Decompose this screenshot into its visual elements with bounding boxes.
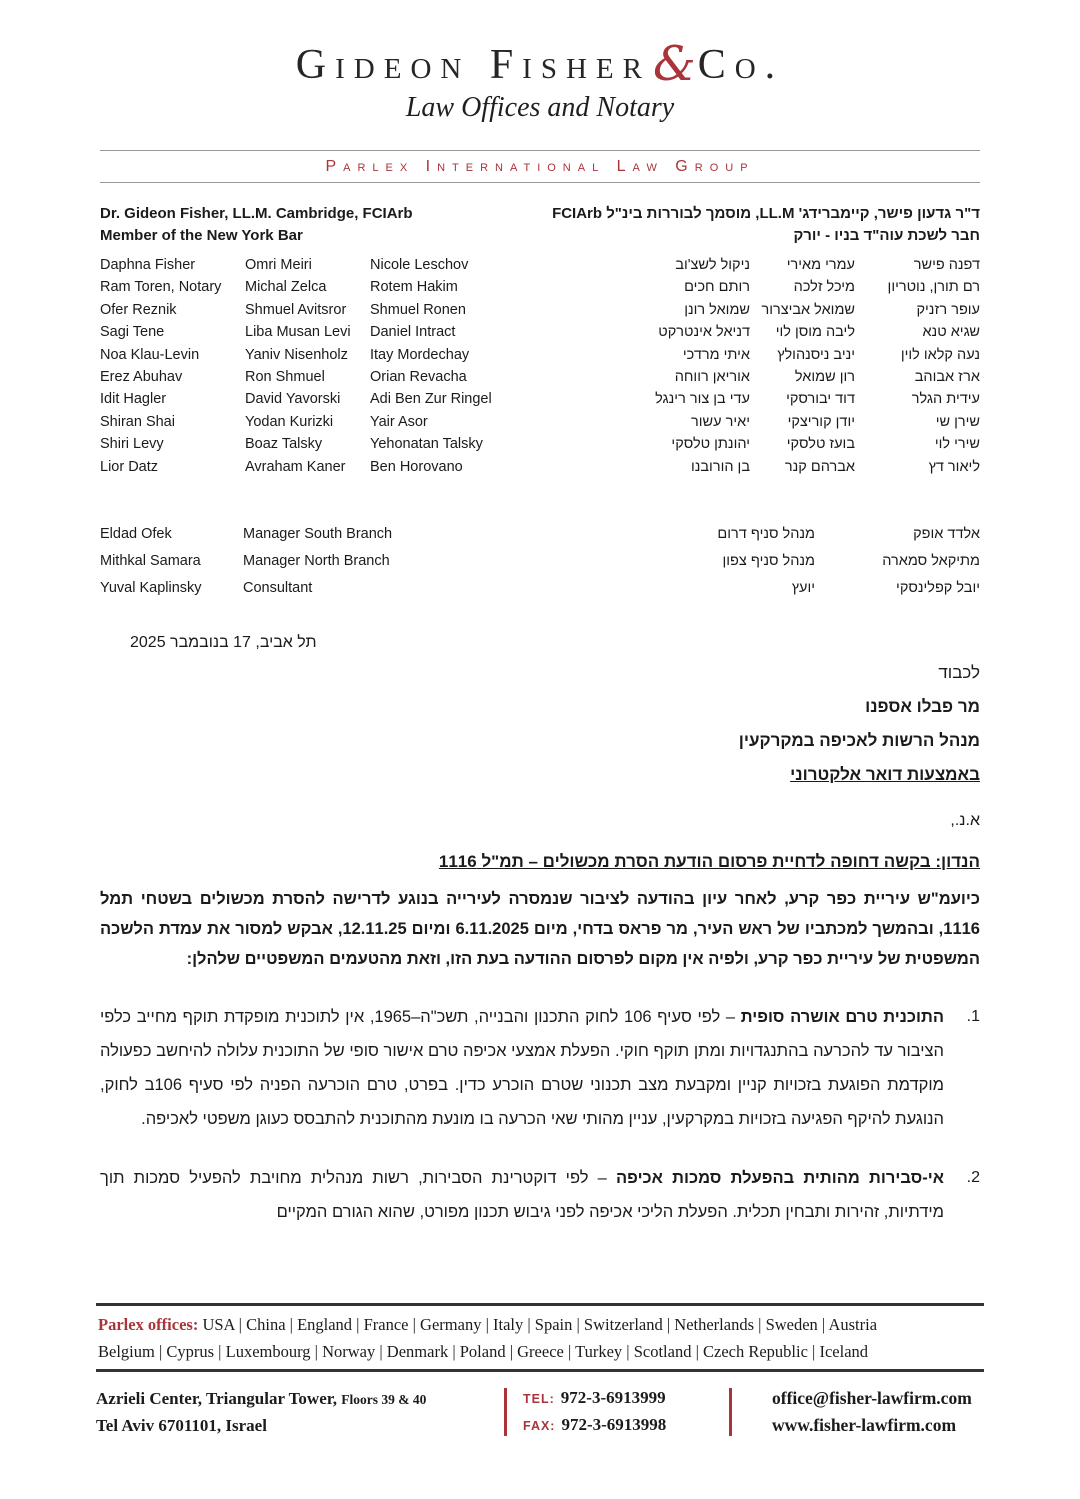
attorney-name-en: Idit Hagler: [100, 391, 167, 408]
attorney-row: [100, 254, 980, 276]
attorney-name-he: יאיר עשור: [691, 413, 750, 430]
attorney-name-he: אוריאן רווחה: [674, 369, 750, 386]
firm-name-right: Co.: [697, 42, 785, 88]
attorney-row: [100, 321, 980, 343]
parlex-offices-label: Parlex offices:: [98, 1315, 199, 1334]
item-lead: התוכנית טרם אושרה סופית: [740, 1008, 944, 1027]
staff-name-he: מתיקאל סמארה: [882, 553, 980, 570]
staff-row: [100, 521, 980, 548]
intro-paragraph: כיועמ"ש עיריית כפר קרע, לאחר עיון בהודעה לציבור שנמסרה לעירייה בנוגע לדרישה להסרת מכשולים בשטחי תמל 1116, ובהמשך למכתביו של ראש העיר, מר פראס בדחי, מיום 6.11.2025 ומיום 12.11.25, אבקש למסור את עמדת הלשכה המשפטית של עיריית כפר קרע, ולפיה אין מקום לפרסום ההודעה בעת הזו, וזאת מהטעמים המשפטיים שלהלן:: [100, 890, 980, 969]
attorney-name-en: David Yavorski: [245, 391, 341, 408]
staff-role-en: Manager South Branch: [243, 526, 393, 543]
attorney-name-en: Ron Shmuel: [245, 369, 325, 386]
attorney-name-he: מיכל זלכה: [793, 279, 855, 296]
attorney-name-en: Liba Musan Levi: [245, 324, 351, 341]
attorney-name-he: שמואל אביצרור: [761, 301, 855, 318]
tel-label: TEL:: [523, 1392, 555, 1406]
attorney-name-he: נעה קלאו לוין: [900, 346, 980, 363]
attorney-row: [100, 433, 980, 455]
addressee-intro: לכבוד: [938, 663, 980, 683]
attorney-name-he: דניאל אינטרקט: [658, 324, 750, 341]
offices-countries-line1: USA | China | England | France | Germany | Italy | Spain | Switzerland | Netherlands | Sweden | Austria: [202, 1315, 878, 1334]
date-line: תל אביב, 17 בנובמבר 2025: [130, 634, 317, 652]
attorney-name-he: יהונתן טלסקי: [671, 436, 750, 453]
item-number: 2.: [966, 1169, 980, 1187]
office-address: [96, 1386, 488, 1439]
item-text: [100, 1000, 944, 1136]
fax-row: [523, 1412, 713, 1439]
item-lead: אי-סבירות מהותית בהפעלת סמכות אכיפה: [616, 1169, 944, 1188]
letterhead-footer: [96, 1303, 984, 1439]
attorney-name-en: Michal Zelca: [245, 279, 327, 296]
offices-countries-line2: Belgium | Cyprus | Luxembourg | Norway | Denmark | Poland | Greece | Turkey | Scotland | Czech Republic | Iceland: [98, 1342, 869, 1361]
letter-body: [100, 634, 980, 1229]
staff-name-en: Yuval Kaplinsky: [100, 580, 202, 597]
email-address: office@fisher-lawfirm.com: [772, 1388, 972, 1408]
fax-number: 972-3-6913998: [561, 1415, 667, 1434]
attorney-name-en: Nicole Leschov: [370, 257, 469, 273]
principal-subtitle-he: חבר לשכת עוה"ד בניו - יורק: [793, 227, 980, 244]
attorney-name-en: Yehonatan Talsky: [370, 436, 483, 453]
header-rule-bottom: [100, 182, 980, 183]
salutation: א.נ.,: [950, 812, 980, 830]
masthead-titles: [100, 203, 980, 247]
attorney-name-en: Orian Revacha: [370, 369, 467, 386]
address-line2: Tel Aviv 6701101, Israel: [96, 1415, 267, 1435]
masthead-title-english: [100, 203, 413, 247]
parlex-offices: [96, 1306, 984, 1369]
attorney-row: [100, 366, 980, 388]
attorney-name-he: יניב ניסנהולץ: [777, 346, 855, 363]
attorney-name-he: עופר רזניק: [916, 301, 980, 318]
attorney-name-he: ליבה מוסן לוי: [775, 324, 855, 341]
addressee-delivery-method: באמצעות דואר אלקטרוני: [790, 765, 980, 785]
item-body: – לפי דוקטרינת הסבירות, רשות מנהלית מחויבת להפעיל סמכות תוך מידתיות, זהירות ותבחין תכלית. הפעלת הליכי אכיפה לפני גיבוש תכנון מפורט, שהוא הגורם המקיים: [100, 1169, 944, 1222]
attorney-name-he: דוד יבורסקי: [786, 391, 855, 408]
attorney-name-he: שירן שי: [935, 413, 980, 430]
tel-row: [523, 1385, 713, 1412]
attorney-name-he: רותם חכים: [684, 279, 750, 296]
addressee-name: מר פבלו אספנו: [865, 697, 980, 717]
staff-role-he: יועץ: [791, 580, 815, 597]
attorney-row: [100, 299, 980, 321]
attorney-row: [100, 344, 980, 366]
attorney-name-en: Ofer Reznik: [100, 301, 177, 318]
staff-row: [100, 575, 980, 602]
attorney-name-he: עדי בן צור רינגל: [655, 391, 750, 408]
attorney-name-en: Yair Asor: [370, 413, 428, 430]
attorney-name-en: Shiri Levy: [100, 436, 164, 453]
attorney-row: [100, 456, 980, 478]
attorney-name-he: בועז טלסקי: [786, 436, 855, 453]
tel-number: 972-3-6913999: [560, 1388, 666, 1407]
attorney-name-en: Ram Toren, Notary: [100, 279, 222, 296]
firm-name-left: Gideon Fisher: [295, 42, 651, 88]
attorney-name-en: Shiran Shai: [100, 413, 175, 430]
argument-list: [100, 1000, 980, 1229]
staff-name-he: יובל קפלינסקי: [896, 580, 980, 597]
argument-item-2: [100, 1161, 980, 1229]
attorney-name-he: רם תורן, נוטריון: [887, 279, 980, 296]
footer-rule-bottom: [96, 1369, 984, 1372]
attorney-name-he: בן הורובנו: [690, 458, 750, 475]
principal-title-en: Dr. Gideon Fisher, LL.M. Cambridge, FCIArb: [100, 205, 413, 222]
attorney-name-en: Shmuel Ronen: [370, 301, 466, 318]
attorney-name-he: ניקול לשצ'וב: [675, 257, 750, 273]
addressee-role: מנהל הרשות לאכיפה במקרקעין: [738, 731, 980, 751]
staff-name-en: Eldad Ofek: [100, 526, 172, 543]
subject-line: הנדון: בקשה דחופה לדחיית פרסום הודעת הסרת מכשולים – תמ"ל 1116: [438, 852, 980, 872]
staff-role-en: Manager North Branch: [243, 553, 390, 570]
attorney-row: [100, 276, 980, 298]
principal-subtitle-en: Member of the New York Bar: [100, 227, 303, 244]
contact-block: [96, 1385, 984, 1439]
attorney-name-en: Ben Horovano: [370, 458, 463, 475]
contact-divider-1: [504, 1388, 507, 1436]
staff-row: [100, 548, 980, 575]
attorney-name-he: דפנה פישר: [913, 257, 980, 273]
attorney-name-en: Itay Mordechay: [370, 346, 470, 363]
attorney-name-en: Rotem Hakim: [370, 279, 458, 296]
attorney-name-he: ליאור דץ: [928, 458, 980, 475]
attorney-name-en: Avraham Kaner: [245, 458, 346, 475]
attorney-name-he: שגיא טנא: [922, 324, 980, 341]
item-body: – לפי סעיף 106 לחוק התכנון והבנייה, תשכ"ה–1965, אין לתוכנית מופקדת תוקף מחייב כלפי הציבור עד להכרעה בהתנגדויות ומתן תוקף חוקי. הפעלת אמצעי אכיפה טרם אישור סופי של התוכנית עלולה להיחשב כפעולה מוקדמת הפוגעת בזכויות קניין ומקבעת מצב תכנוני שטרם הוכרע כדין. בפרט, טרם הוכרעה הפניה לפי סעיף 106ב לחוק, הנוגעת להיקף הפגיעה בזכויות במקרקעין, עניין מהותי שאי הכרעה בו מונעת מהתוכנית להתבסס כעוגן משפטי לאכיפה.: [100, 1008, 944, 1129]
staff-name-he: אלדד אופק: [913, 526, 980, 543]
item-text: [100, 1161, 944, 1229]
attorney-name-he: שמואל רונן: [684, 301, 750, 318]
attorney-name-he: עידית הגלר: [911, 391, 980, 408]
attorney-name-en: Boaz Talsky: [245, 436, 323, 453]
attorney-name-en: Erez Abuhav: [100, 369, 183, 386]
masthead-title-hebrew: [552, 203, 980, 247]
web-contact-block: [772, 1385, 972, 1439]
attorney-name-he: אברהם קנר: [784, 458, 855, 475]
fax-label: FAX:: [523, 1419, 556, 1433]
masthead: [100, 203, 980, 602]
attorney-name-he: רון שמואל: [794, 369, 855, 386]
attorney-name-en: Yodan Kurizki: [245, 413, 334, 430]
addressee-block: [100, 656, 980, 792]
attorney-name-en: Daphna Fisher: [100, 257, 196, 273]
staff-list: [100, 521, 980, 602]
firm-logo: [100, 34, 980, 124]
attorney-name-he: איתי מרדכי: [682, 346, 750, 363]
attorneys-list: [100, 254, 980, 478]
attorney-name-en: Omri Meiri: [245, 257, 312, 273]
principal-title-he: ד"ר גדעון פישר, קיימברידג' LL.M, מוסמך לבוררות בינ"ל FCIArb: [552, 205, 980, 222]
item-number: 1.: [966, 1008, 980, 1026]
attorney-name-he: עמרי מאירי: [786, 257, 855, 273]
staff-role-he: מנהל סניף צפון: [722, 553, 815, 570]
attorney-name-en: Adi Ben Zur Ringel: [370, 391, 492, 408]
parlex-group-line: Parlex International Law Group: [325, 158, 755, 175]
attorney-name-en: Yaniv Nisenholz: [245, 346, 348, 363]
contact-divider-2: [729, 1388, 732, 1436]
address-floors: Floors 39 & 40: [341, 1391, 427, 1407]
firm-tagline: Law Offices and Notary: [405, 92, 675, 123]
argument-item-1: [100, 1000, 980, 1136]
attorney-name-en: Sagi Tene: [100, 324, 165, 341]
letterhead-header: [100, 34, 980, 183]
attorney-name-en: Daniel Intract: [370, 324, 456, 341]
attorney-name-he: ארז אבוהב: [914, 369, 980, 386]
attorney-name-en: Shmuel Avitsror: [245, 301, 347, 318]
ampersand-glyph: &: [652, 36, 696, 92]
attorney-name-he: שירי לוי: [934, 436, 980, 453]
attorney-row: [100, 388, 980, 410]
firm-name: [100, 34, 980, 90]
attorney-row: [100, 411, 980, 433]
website-url: www.fisher-lawfirm.com: [772, 1415, 957, 1435]
phone-block: [523, 1385, 713, 1439]
attorney-name-en: Noa Klau-Levin: [100, 346, 200, 363]
attorney-name-en: Lior Datz: [100, 458, 159, 475]
address-line1: Azrieli Center, Triangular Tower,: [96, 1388, 337, 1408]
staff-role-he: מנהל סניף דרום: [717, 526, 815, 543]
staff-name-en: Mithkal Samara: [100, 553, 201, 570]
staff-role-en: Consultant: [243, 580, 313, 597]
attorney-name-he: יודן קוריצקי: [787, 413, 855, 430]
